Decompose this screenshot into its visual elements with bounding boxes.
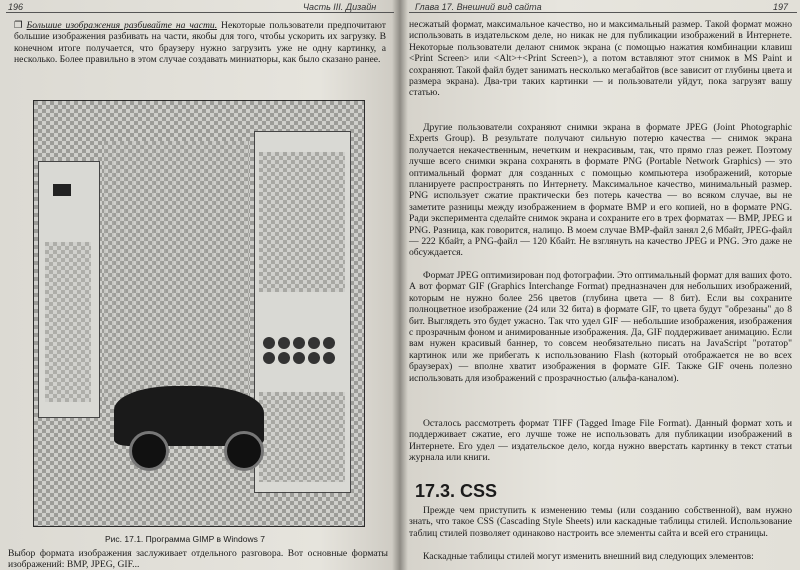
right-page-number: 197 xyxy=(773,2,789,12)
image-canvas xyxy=(104,141,249,401)
left-bottom-text: Выбор формата изображения заслуживает отдельного разговора. Вот основные форматы изображений: BMP, JPEG, GIF... xyxy=(8,548,388,570)
left-page xyxy=(0,0,395,570)
toolbox-pattern xyxy=(45,242,91,402)
right-paragraph-6: Каскадные таблицы стилей могут изменить внешний вид следующих элементов: xyxy=(423,551,754,562)
layers-pattern xyxy=(259,152,345,292)
brushes-pattern xyxy=(259,392,345,482)
brush-tool-grid xyxy=(263,337,335,364)
left-page-number: 196 xyxy=(8,2,24,12)
gimp-toolbox-panel xyxy=(38,161,100,418)
right-running-head: Глава 17. Внешний вид сайта xyxy=(415,2,542,12)
section-heading: 17.3. CSS xyxy=(415,481,498,501)
right-paragraph-4: Осталось рассмотреть формат TIFF (Tagged Image File Format). Данный формат хоть и поддерживает сжатие, его лучше тоже не использовать для публикации изображений в Интернете. Его удел — издательское дело, когда нужно вверстать картинку в текст статьи журнала или книги. xyxy=(409,418,792,464)
car-wheel-left xyxy=(129,431,169,471)
left-header-rule xyxy=(6,12,394,13)
left-paragraph-1-lead: Большие изображения разбивайте на части. xyxy=(26,20,218,31)
right-paragraph-5: Прежде чем приступить к изменению темы (или созданию собственной), вам нужно знать, что такое CSS (Cascading Style Sheets) или каскадные таблицы стилей. Использование таблиц стилей позволяет одинаково настроить все элементы сайта и всей его страницы. xyxy=(409,505,792,539)
right-page xyxy=(405,0,800,570)
figure-caption: Рис. 17.1. Программа GIMP в Windows 7 xyxy=(105,534,265,544)
left-paragraph-1-body: Некоторые пользователи предпочитают большие изображения разбивать на части, якобы для того, чтобы ускорить их загрузку. В конечном итоге получается, что браузеру нужно загрузить уже не одну картинку, а несколько. Более правильно в этом случае создавать миниатюры, как было сказано ранее. xyxy=(14,20,386,66)
right-header-rule xyxy=(409,12,797,13)
car-wheel-right xyxy=(224,431,264,471)
right-paragraph-1: несжатый формат, максимальное качество, но и максимальный размер. Такой формат можно использовать в издательском деле, но никак не для публикации изображений в Интернете. Некоторые пользователи делают снимок экрана (с помощью нажатия комбинации клавиш <Print Screen> или <Alt>+<Print Screen>), а потом вставляют этот снимок в MS Paint и сохраняют. Такой файл будет занимать несколько мегабайтов (все зависит от глубины цвета и размера экрана). Два-три таких картинки — и пользователи уйдут, пока загрузят вашу статью. xyxy=(409,19,792,99)
gimp-layers-panel xyxy=(254,131,351,493)
gimp-screenshot-figure xyxy=(33,100,365,527)
foreground-color-swatch xyxy=(53,184,71,196)
left-paragraph-1: ❐ Большие изображения разбивайте на части. Некоторые пользователи предпочитают большие изображения разбивать на части, якобы для того, чтобы ускорить их загрузку. В конечном итоге получается, что браузеру нужно загрузить уже не одну картинку, а несколько. Более правильно в этом случае создавать миниатюры, как было сказано ранее. xyxy=(14,20,386,66)
right-paragraph-3: Формат JPEG оптимизирован под фотографии. Это оптимальный формат для ваших фото. А вот формат GIF (Graphics Interchange Format) предназначен для небольших изображений, которым не нужно более 256 цветов (глубина цвета — 8 бит). Если вы сохраните полноцветное изображение (24 или 32 бита) в формате GIF, то цвета будут "обрезаны" до 8 бит. Выглядеть это будет ужасно. Так что удел GIF — небольшие изображения, изображения с прозрачным фоном и анимированные изображения. Да, GIF поддерживает анимацию. Если вам нужен красивый баннер, то совсем необязательно писать на JavaScript "ротатор" картинок или же прибегать к использованию Flash (который отображается не во всех браузерах) — вполне хватит изображения в формате GIF. Также GIF очень полезно использовать для изображений с прозрачностью (альфа-каналом). xyxy=(409,270,792,384)
left-running-head: Часть III. Дизайн xyxy=(303,2,377,12)
right-paragraph-2: Другие пользователи сохраняют снимки экрана в формате JPEG (Joint Photographic Experts Group). В результате получают сильную потерю качества — снимок экрана получается некачественным, нечетким и некрасивым, так, что прямо глаз режет. Поэтому лучше всего снимки экрана сохранять в формате PNG (Portable Network Graphics) — это оптимальный формат для созданных с помощью компьютера изображений, которые планируете распространять по Интернету. Максимальное качество, минимальный размер. PNG использует сжатие практически без потерь качества — во всяком случае, вы не заметите разницы между изображением в формате BMP и его копией, но в формате PNG. Ради эксперимента сделайте снимок экрана и сохраните его в трех форматах — BMP, JPEG и PNG. Разница, как говорится, налицо. В моем случае BMP-файл занял 2,6 Мбайт, JPEG-файл — 222 Кбайт, а PNG-файл — 120 Кбайт. Не взглянуть на качество JPEG и PNG. Это даже не обсуждается. xyxy=(409,122,792,259)
